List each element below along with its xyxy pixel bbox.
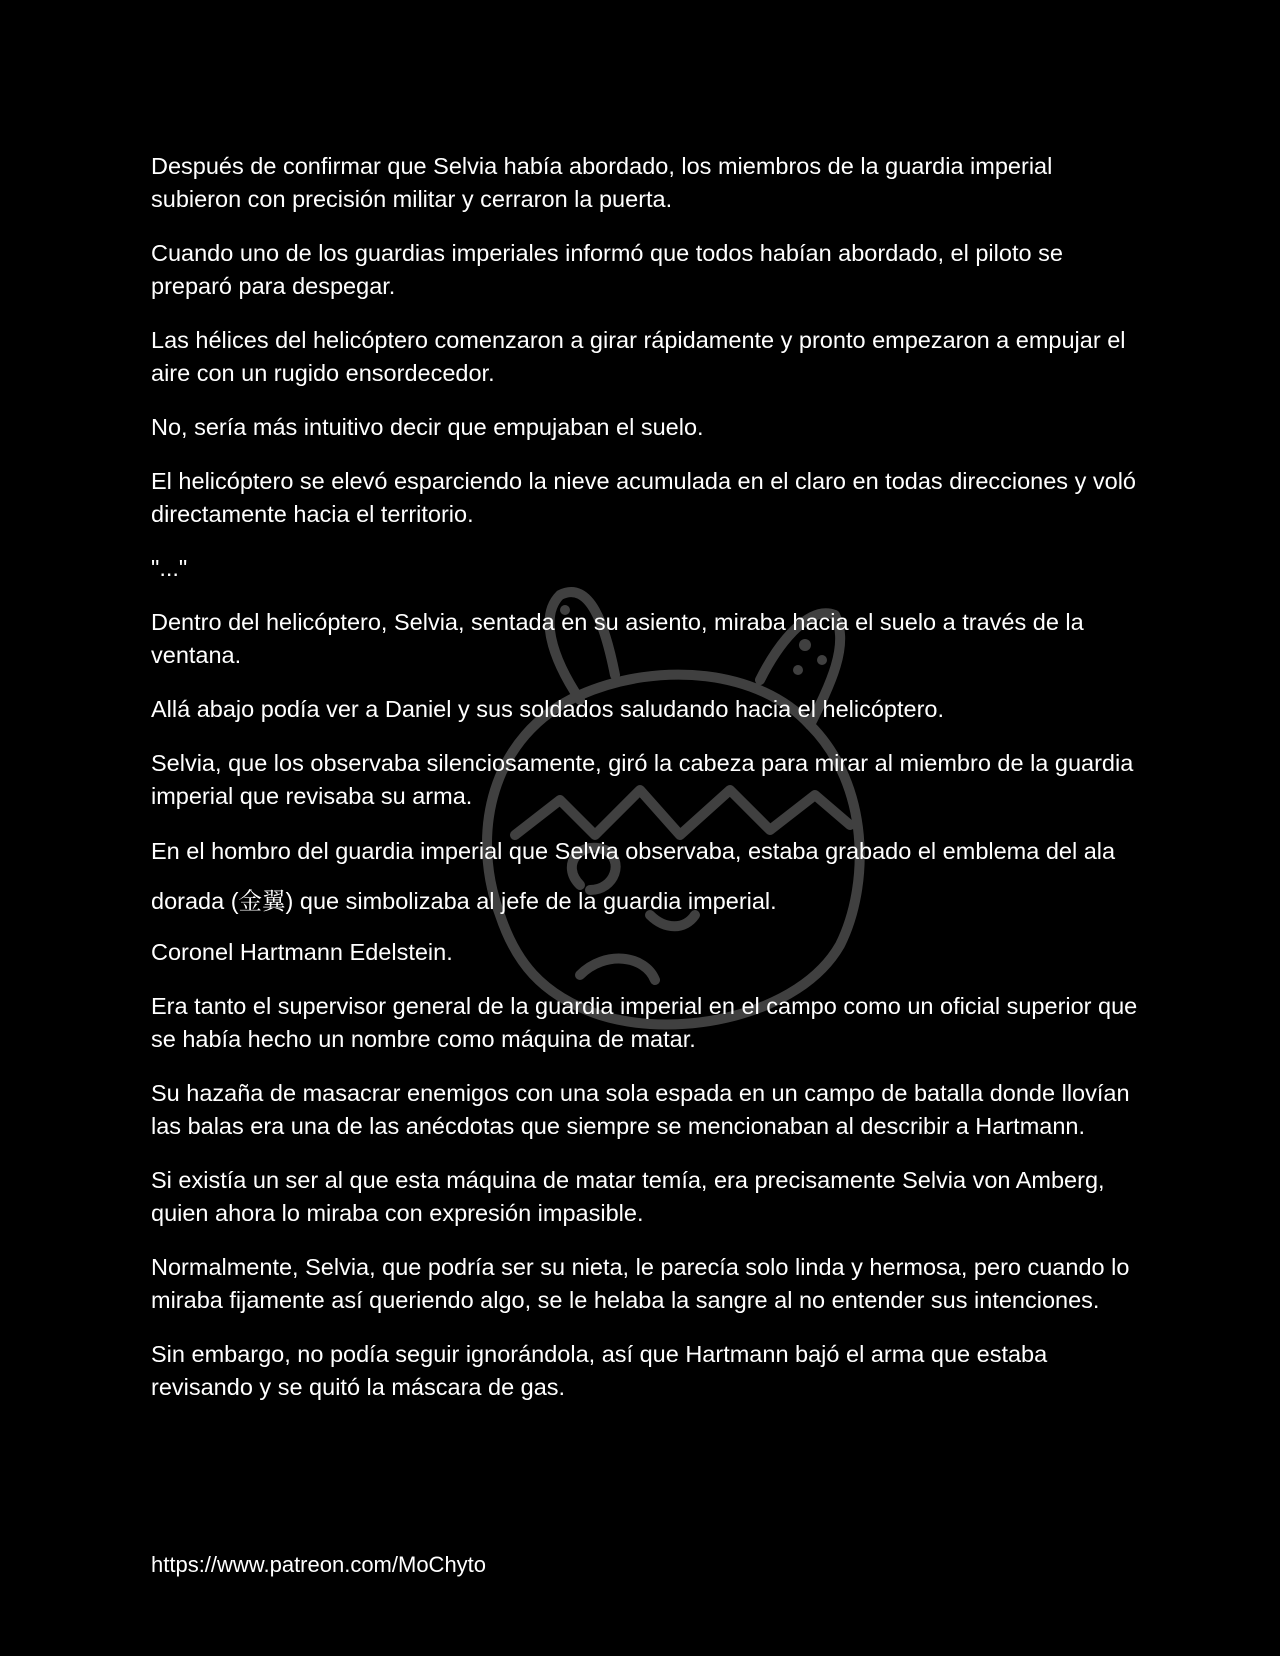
paragraph: "..." [151,555,188,581]
paragraph: Sin embargo, no podía seguir ignorándola, así que Hartmann bajó el arma que estaba revisando y se quitó la máscara de gas. [151,1341,1048,1400]
paragraph: Dentro del helicóptero, Selvia, sentada en su asiento, miraba hacia el suelo a través de la ventana. [151,609,1084,668]
paragraph: Después de confirmar que Selvia había abordado, los miembros de la guardia imperial subieron con precisión militar y cerraron la puerta. [151,153,1053,212]
paragraph: Selvia, que los observaba silenciosamente, giró la cabeza para mirar al miembro de la guardia imperial que revisaba su arma. [151,750,1134,809]
chapter-text [151,150,1141,1425]
paragraph: Allá abajo podía ver a Daniel y sus soldados saludando hacia el helicóptero. [151,696,944,722]
paragraph: Si existía un ser al que esta máquina de matar temía, era precisamente Selvia von Amberg, quien ahora lo miraba con expresión impasible. [151,1167,1105,1226]
paragraph: Su hazaña de masacrar enemigos con una sola espada en un campo de batalla donde llovían las balas era una de las anécdotas que siempre se mencionaban al describir a Hartmann. [151,1080,1130,1139]
paragraph: En el hombro del guardia imperial que Selvia observaba, estaba grabado el emblema del ala dorada (金翼) que simbolizaba al jefe de la guardia imperial. [151,838,1116,914]
patreon-link[interactable]: https://www.patreon.com/MoChyto [151,1552,487,1577]
paragraph: Cuando uno de los guardias imperiales informó que todos habían abordado, el piloto se preparó para despegar. [151,240,1063,299]
paragraph: Normalmente, Selvia, que podría ser su nieta, le parecía solo linda y hermosa, pero cuando lo miraba fijamente así queriendo algo, se le helaba la sangre al no entender sus intenciones. [151,1254,1130,1313]
paragraph: Era tanto el supervisor general de la guardia imperial en el campo como un oficial superior que se había hecho un nombre como máquina de matar. [151,993,1138,1052]
paragraph: Coronel Hartmann Edelstein. [151,939,453,965]
paragraph: El helicóptero se elevó esparciendo la nieve acumulada en el claro en todas direcciones y voló directamente hacia el territorio. [151,468,1136,527]
paragraph: No, sería más intuitivo decir que empujaban el suelo. [151,414,704,440]
paragraph: Las hélices del helicóptero comenzaron a girar rápidamente y pronto empezaron a empujar el aire con un rugido ensordecedor. [151,327,1126,386]
